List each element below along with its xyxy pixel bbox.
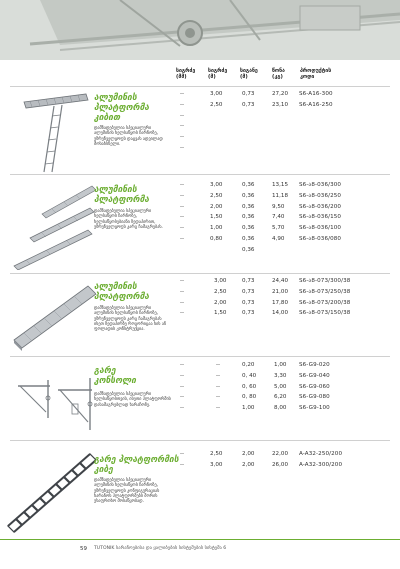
col-code: S6-A16-300 S6-A16-250 (299, 91, 333, 108)
col-length-mm: -- -- (180, 451, 185, 468)
col-code: S6-ა8-036/300 S6-ა8-036/250 S6-ა8-036/200 S6-ა8-036/150 S6-ა8-036/100 S6-ა8-036/080 (299, 182, 342, 242)
col-code: S6-G9-020 S6-G9-040 S6-G9-060 S6-G9-080 S6-G9-100 (299, 362, 330, 412)
col-length-m: 3,00 2,50 2,00 1,50 (214, 278, 227, 317)
col-header-width: სიგანე (მ) (240, 68, 258, 81)
col-length-mm: -- -- -- -- -- -- (180, 91, 185, 151)
col-width: 0,36 0,36 0,36 0,36 0,36 0,36 0,36 (242, 182, 255, 253)
col-weight: 27,20 23,10 (272, 91, 289, 108)
product-title: გარე კონსოლი (94, 366, 137, 386)
divider (10, 356, 390, 357)
col-weight: 22,00 26,00 (272, 451, 289, 468)
product-description: დამზადებულია სპეციალური ალუმინის ხელსაწყოს ჩარჩოზე, უზრუნველყოფს კონფიგურაციას ხარაჩოს პლატფორმებს შორის უსაფრთხო მოსაწყობად. (94, 477, 160, 504)
col-width: 0,73 0,73 (242, 91, 255, 108)
page-number: 59 (80, 546, 87, 552)
product-description: დამზადებულია სპეციალური ხელსაწყოსთვის, ისეთი პლატფორმის დასამაგრებლად ხარაჩოზე. (94, 391, 171, 407)
col-length-m: -- -- -- -- -- (216, 362, 221, 412)
product-description: დამზადებულია სპეციალური ალუმინის ხელსაწყოს ჩარჩოზე, უზრუნველყოფს კარგ ჩამაგრებას ისეთ ზედაპირზე როგორიცაა ხის ან ფოლადის კონსტრუქცია. (94, 305, 167, 332)
product-image-platform-stair (6, 450, 96, 534)
col-length-mm: -- -- -- -- -- (180, 362, 185, 412)
header-photo (0, 0, 400, 60)
col-length-mm: -- -- -- -- (180, 278, 185, 317)
col-code: S6-ა8-073/300/38 S6-ა8-073/250/38 S6-ა8-073/200/38 S6-ა8-073/150/38 (299, 278, 351, 317)
col-width: 0,73 0,73 0,73 0,73 (242, 278, 255, 317)
col-weight: 1,00 3,30 5,00 6,20 8,00 (274, 362, 287, 412)
col-length-m: 3,00 2,50 (210, 91, 223, 108)
product-title: ალუმინის პლატფორმა (94, 282, 150, 302)
divider (10, 86, 390, 87)
divider (10, 440, 390, 441)
col-weight: 13,15 11,18 9,50 7,40 5,70 4,90 (272, 182, 289, 242)
col-header-weight: წონა (კგ) (272, 68, 285, 81)
col-length-m: 3,00 2,50 2,00 1,50 1,00 0,80 (210, 182, 223, 242)
divider (10, 174, 390, 175)
product-image-aluminium-platform (12, 178, 96, 270)
divider (10, 273, 390, 274)
col-header-length-m: სიგრძე (მ) (208, 68, 228, 81)
product-image-console-bracket (12, 368, 96, 434)
col-width: 0,20 0, 40 0, 60 0, 80 1,00 (242, 362, 257, 412)
product-title: ალუმინის პლატფორმა (94, 185, 150, 205)
product-description: დამზადებულია სპეციალური ხელსაწყოს ჩარჩოზე, ხელსაწყოსებიანი ზედაპირით, უზრუნველყოფს კარგ ჩამაგრებას. (94, 208, 163, 229)
product-image-platform-with-ladder (20, 88, 90, 174)
product-title: ალუმინის პლატფორმა კიბით (94, 93, 150, 123)
col-length-m: 2,50 3,00 (210, 451, 223, 468)
footer-text: TUTONIK სარაჩოებისა და ყალიბების სისტემების სისტემა 6 (94, 546, 227, 551)
col-weight: 24,40 21,00 17,80 14,00 (272, 278, 289, 317)
col-header-length-mm: სიგრძე (მმ) (176, 68, 196, 81)
col-width: 2,00 2,00 (242, 451, 255, 468)
footer-rule (0, 539, 400, 540)
product-description: დამზადებულია სპეციალური ალუმინის ხელსაწყოს ჩარჩოზე, უზრუნველყოფს დაცვას ადვილად მოსახსნელი. (94, 125, 163, 146)
col-code: A-A32-250/200 A-A32-300/200 (299, 451, 343, 468)
col-header-code: პროდუქტის კოდი (300, 68, 332, 81)
product-title: გარე პლატფორმის კიბე (94, 455, 179, 475)
product-image-wide-platform (12, 282, 96, 352)
col-length-mm: -- -- -- -- -- -- (180, 182, 185, 242)
